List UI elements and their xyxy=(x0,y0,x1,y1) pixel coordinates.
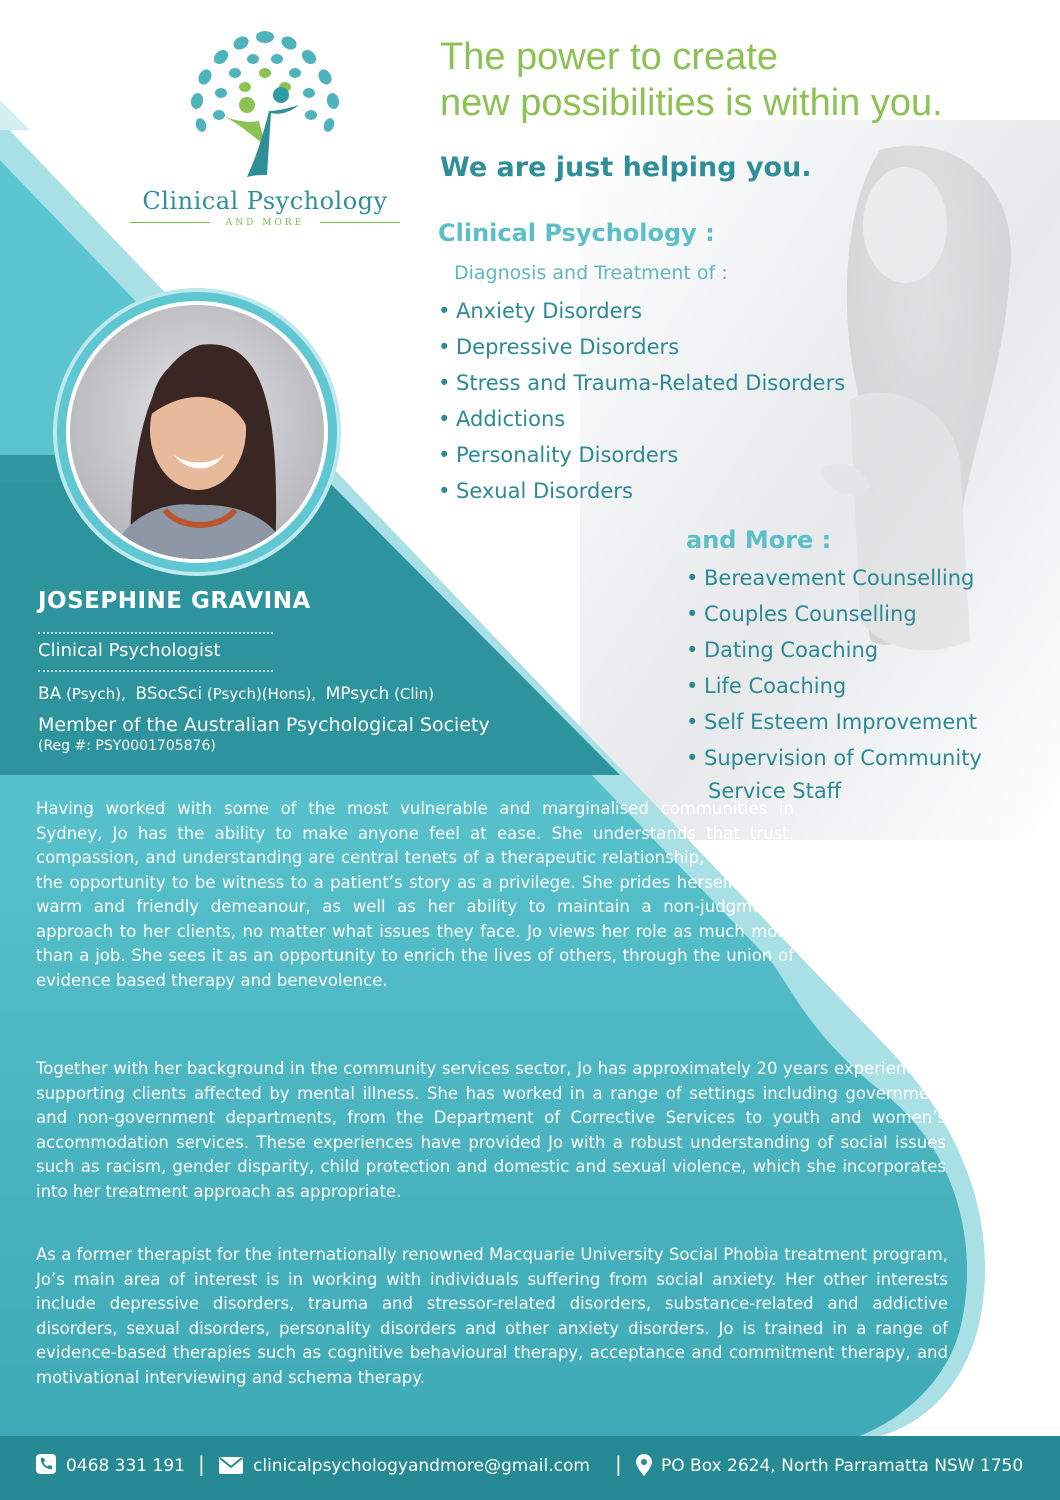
logo-title: Clinical Psychology xyxy=(142,187,388,215)
list-item: • Couples Counselling xyxy=(686,596,982,632)
email-address[interactable]: clinicalpsychologyandmore@gmail.com xyxy=(253,1456,590,1476)
degree-ba-detail: (Psych), xyxy=(66,685,126,703)
profile-photo xyxy=(57,292,337,572)
portrait-icon xyxy=(70,305,324,559)
list-item: • Depressive Disorders xyxy=(438,329,845,365)
qualifications xyxy=(38,684,434,704)
headline xyxy=(440,34,943,126)
list-item: • Anxiety Disorders xyxy=(438,293,845,329)
headline-line-1: The power to create xyxy=(440,36,778,78)
footer-separator: | xyxy=(615,1452,622,1476)
degree-bsocsci-detail: (Psych)(Hons), xyxy=(206,685,317,703)
logo-divider-right xyxy=(320,222,400,223)
list-item: • Self Esteem Improvement xyxy=(686,704,982,740)
logo-subtitle: AND MORE xyxy=(225,218,305,228)
footer-separator: | xyxy=(198,1452,205,1476)
clinical-section-subtitle: Diagnosis and Treatment of : xyxy=(454,262,728,284)
dotted-divider xyxy=(38,670,273,672)
subheadline: We are just helping you. xyxy=(440,152,812,183)
location-pin-icon xyxy=(636,1454,652,1476)
list-item: • Personality Disorders xyxy=(438,437,845,473)
degree-bsocsci: BSocSci xyxy=(135,684,203,704)
more-services-list xyxy=(686,560,982,806)
registration-number: (Reg #: PSY0001705876) xyxy=(38,738,216,754)
bio-paragraph-1: Having worked with some of the most vulnerable and marginalised communities in Sydney, Jo has the ability to make anyone feel at ease. She understands that trust, compassion, and understanding are central tenets of a therapeutic relationship, and views the opportunity to be witness to a patient’s story as a privilege. She prides herself on her warm and friendly demeanour, as well as her ability to maintain a non-judgmental approach to her clients, no matter what issues they face. Jo views her role as much more than a job. She sees it as an opportunity to enrich the lives of others, through the union of evidence based therapy and benevolence. xyxy=(36,799,794,990)
bio-paragraph-3: As a former therapist for the internationally renowned Macquarie University Social Phobia treatment program, Jo’s main area of interest is in working with individuals suffering from social anxiety. Her other interests include depressive disorders, trauma and stressor-related disorders, substance-related and addictive disorders, sexual disorders, personality disorders and other anxiety disorders. Jo is trained in a range of evidence-based therapies such as cognitive behavioural therapy, acceptance and commitment therapy, and motivational interviewing and schema therapy. xyxy=(36,1245,948,1387)
phone-icon xyxy=(36,1454,56,1474)
list-item: • Stress and Trauma-Related Disorders xyxy=(438,365,845,401)
degree-mpsych: MPsych xyxy=(325,684,390,704)
list-item: • Bereavement Counselling xyxy=(686,560,982,596)
membership: Member of the Australian Psychological Society xyxy=(38,714,490,736)
list-item-line-1: Supervision of Community xyxy=(704,746,982,770)
clinical-services-list xyxy=(438,293,845,509)
list-item: • Sexual Disorders xyxy=(438,473,845,509)
psychologist-name: JOSEPHINE GRAVINA xyxy=(38,588,311,614)
email-icon xyxy=(219,1457,243,1474)
postal-address: PO Box 2624, North Parramatta NSW 1750 xyxy=(661,1456,1024,1476)
dotted-divider xyxy=(38,632,273,634)
list-item: • Dating Coaching xyxy=(686,632,982,668)
list-item: • Addictions xyxy=(438,401,845,437)
more-section-title: and More : xyxy=(686,526,832,554)
degree-ba: BA xyxy=(38,684,62,704)
phone-number[interactable]: 0468 331 191 xyxy=(66,1456,185,1476)
portrait-image xyxy=(66,301,328,563)
list-item: • Life Coaching xyxy=(686,668,982,704)
bio-paragraph-2: Together with her background in the community services sector, Jo has approximately 20 years experience in supporting clients affected by mental illness. She has worked in a range of settings including government and non-government departments, from the Department of Corrective Services to youth and women’s accommodation services. These experiences have provided Jo with a robust understanding of social issues such as racism, gender disparity, child protection and domestic and sexual violence, which she incorporates into her treatment approach as appropriate. xyxy=(36,1059,946,1201)
degree-mpsych-detail: (Clin) xyxy=(394,685,435,703)
headline-line-2: new possibilities is within you. xyxy=(440,82,943,124)
clinical-section-title: Clinical Psychology : xyxy=(438,219,715,247)
list-item-line-2: Service Staff xyxy=(708,779,842,803)
brand-logo xyxy=(120,25,410,235)
tree-people-logo-icon xyxy=(175,25,355,185)
psychologist-role: Clinical Psychologist xyxy=(38,640,221,661)
